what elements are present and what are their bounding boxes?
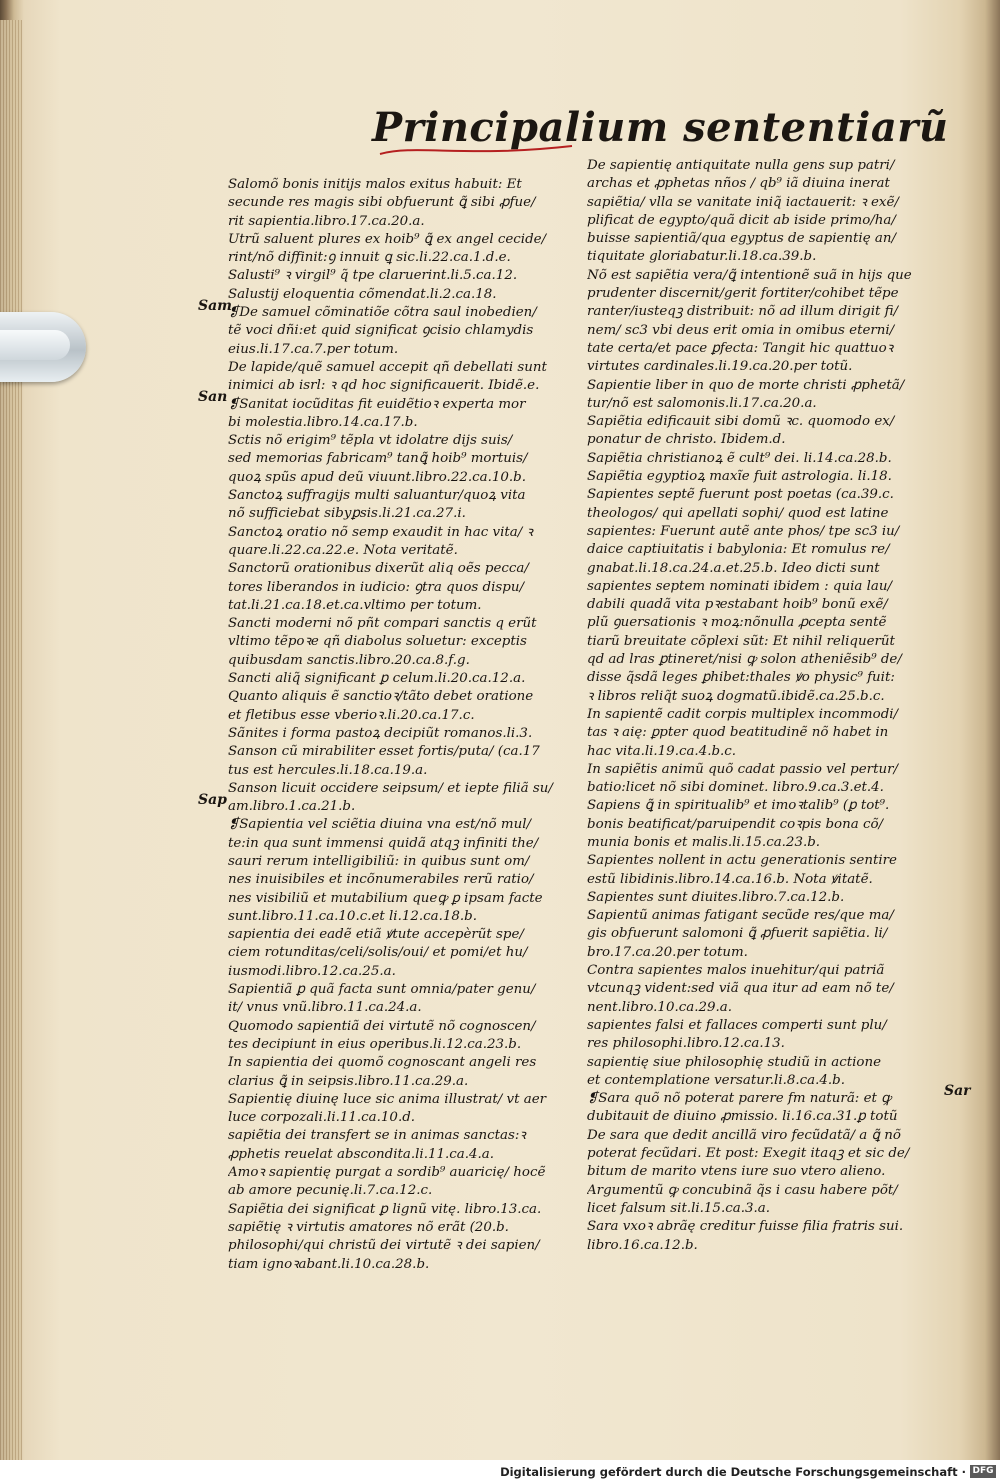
text-line: ❡Sapientia vel sciẽtia diuina vna est/nõ mul/: [228, 817, 531, 833]
text-line: ꝛ libros reliq̃t suoꝝ dogmatũ.ibidẽ.ca.25.b.c.: [587, 688, 885, 704]
text-line: nes visibiliũ et mutabilium queꝙ ꝑ ipsam facte: [228, 890, 543, 906]
text-line: licet falsum sit.li.15.ca.3.a.: [587, 1200, 770, 1216]
text-line: dubitauit de diuino ꝓmissio. li.16.ca.31.ꝑ totũ: [587, 1109, 898, 1125]
text-line: rit sapientia.libro.17.ca.20.a.: [228, 213, 425, 229]
margin-label-sar: Sar: [944, 1083, 971, 1099]
text-line: Sapiẽtia dei significat ꝑ lignũ vitę. libro.13.ca.: [228, 1201, 542, 1217]
text-line: tẽ voci dñi:et quid significat ꝯcisio chlamydis: [228, 323, 534, 339]
margin-label-sam: Sam: [198, 298, 232, 314]
text-line: Sapientes septẽ fuerunt post poetas (ca.39.c.: [587, 487, 894, 503]
text-line: it/ vnus vnũ.libro.11.ca.24.a.: [228, 1000, 422, 1016]
text-line: bonis beatificat/paruipendit coꝛpis bona cõ/: [587, 816, 884, 832]
text-line: poterat fecũdari. Et post: Exegit itaqꝫ et sic de/: [587, 1146, 910, 1162]
text-line: ❡Sanitat iocũditas fit euidẽtioꝛ experta mor: [228, 396, 526, 412]
text-line: De sara que dedit ancillã viro fecũdatã/ a ꝗ̃ nõ: [587, 1127, 901, 1143]
text-line: gnabat.li.18.ca.24.a.et.25.b. Ideo dicti sunt: [587, 560, 880, 576]
text-line: estũ libidinis.libro.14.ca.16.b. Nota ꝟitatẽ.: [587, 871, 873, 887]
text-line: am.libro.1.ca.21.b.: [228, 799, 356, 815]
text-line: et fletibus esse vberioꝛ.li.20.ca.17.c.: [228, 707, 475, 723]
text-line: tiarũ breuitate cõplexi sũt: Et nihil reliquerũt: [587, 633, 895, 649]
text-line: disse q̃sdã leges ꝑhibet:thales ꝟo physic⁹ fuit:: [587, 670, 895, 686]
text-line: Quomodo sapientiã dei virtutẽ nõ cognoscen/: [228, 1018, 536, 1034]
text-line: ꝓphetis reuelat abscondita.li.11.ca.4.a.: [228, 1146, 495, 1162]
text-line: libro.16.ca.12.b.: [587, 1237, 698, 1253]
page-title: Principalium sententiarũ: [372, 104, 949, 151]
left-text-column: [228, 176, 576, 1274]
text-line: Contra sapientes malos inuehitur/qui patriã: [587, 963, 885, 979]
text-line: Utrũ saluent plures ex hoib⁹ ꝗ̃ ex angel cecide/: [228, 231, 547, 247]
text-line: sauri rerum intelligibiliũ: in quibus sunt om/: [228, 853, 530, 869]
text-line: Salustij eloquentia cõmendat.li.2.ca.18.: [228, 286, 497, 302]
text-line: rint/nõ diffinit:ꝯ innuit ꝗ sic.li.22.ca.1.d.e.: [228, 250, 511, 266]
text-line: daice captiuitatis i babylonia: Et romulus re/: [587, 542, 890, 558]
margin-label-sap: Sap: [198, 792, 227, 808]
footer-bar: [0, 1460, 1000, 1484]
text-line: ciem rotunditas/celi/solis/oui/ et pomi/et hu/: [228, 945, 528, 961]
text-line: vltimo tẽpoꝛe qñ diabolus soluetur: exceptis: [228, 634, 527, 650]
text-line: sapientes septem nominati ibidem : quia lau/: [587, 578, 892, 594]
text-line: Sanctoꝝ oratio nõ semp exaudit in hac vita/ ꝛ: [228, 524, 533, 540]
text-line: In sapientia dei quomõ cognoscant angeli res: [228, 1055, 537, 1071]
text-line: secunde res magis sibi obfuerunt ꝗ̃ sibi ꝓfue/: [228, 195, 536, 211]
text-line: Sara vxoꝛ abrãę creditur fuisse filia fratris sui.: [587, 1219, 904, 1235]
text-line: Sapiẽtia christianoꝝ ẽ cult⁹ dei. li.14.ca.28.b.: [587, 450, 892, 466]
text-line: buisse sapientiã/qua egyptus de sapientię an/: [587, 231, 896, 247]
text-line: Amoꝛ sapientię purgat a sordib⁹ auaricię/ hocẽ: [228, 1165, 546, 1181]
text-line: qd ad lras ꝑtineret/nisi ꝙ solon atheniẽsib⁹ de/: [587, 652, 902, 668]
title-flourish: [376, 140, 576, 160]
text-line: tores liberandos in iudicio: ꝯtra quos dispu/: [228, 579, 524, 595]
text-line: tiquitate gloriabatur.li.18.ca.39.b.: [587, 249, 817, 265]
text-line: res philosophi.libro.12.ca.13.: [587, 1036, 785, 1052]
text-line: tes decipiunt in eius operibus.li.12.ca.23.b.: [228, 1036, 522, 1052]
text-line: sapientes falsi et fallaces comperti sunt plu/: [587, 1017, 887, 1033]
text-line: Sapiẽtia edificauit sibi domũ ꝛc. quomodo ex/: [587, 414, 895, 430]
text-line: In sapientẽ cadit corpis multiplex incommodi/: [587, 706, 899, 722]
text-line: Sancti aliq̃ significant ꝑ celum.li.20.ca.12.a.: [228, 671, 526, 687]
text-line: munia bonis et malis.li.15.ca.23.b.: [587, 834, 821, 850]
text-line: Sapientes sunt diuites.libro.7.ca.12.b.: [587, 889, 845, 905]
text-line: Sctis nõ erigim⁹ tẽpla vt idolatre dijs suis/: [228, 433, 513, 449]
text-line: plũ ꝯuersationis ꝛ moꝝ:nõnulla ꝓcepta sentẽ: [587, 615, 887, 631]
text-line: ranter/iusteqꝫ distribuit: nõ ad illum dirigit fi/: [587, 304, 899, 320]
text-line: iusmodi.libro.12.ca.25.a.: [228, 963, 396, 979]
text-line: philosophi/qui christũ dei virtutẽ ꝛ dei sapien/: [228, 1238, 540, 1254]
text-line: De sapientię antiquitate nulla gens sup patri/: [587, 158, 895, 173]
text-line: quoꝝ spũs apud deũ viuunt.libro.22.ca.10.b.: [228, 469, 526, 485]
text-line: Salomõ bonis initijs malos exitus habuit: Et: [228, 177, 522, 192]
text-line: hac vita.li.19.ca.4.b.c.: [587, 743, 737, 759]
text-line: plificat de egypto/quã dicit ab iside primo/ha/: [587, 212, 896, 228]
text-line: Sanson cũ mirabiliter esset fortis/puta/ (ca.17: [228, 744, 540, 760]
text-line: batio:licet nõ sibi dominet. libro.9.ca.3.et.4.: [587, 780, 884, 796]
text-line: archas et ꝓphetas nños / qb⁹ iã diuina inerat: [587, 176, 890, 192]
text-line: sed memorias fabricam⁹ tanꝗ̃ hoib⁹ mortuis/: [228, 451, 528, 467]
dfg-logo: DFG: [970, 1465, 996, 1478]
text-line: inimici ab isrl: ꝛ qd hoc significauerit. Ibidẽ.e.: [228, 378, 540, 394]
text-line: Sapiẽtia egyptioꝝ maxĩe fuit astrologia. li.18.: [587, 469, 892, 485]
text-line: ❡Sara quõ nõ poterat parere fm naturã: et ꝙ: [587, 1091, 892, 1107]
text-line: prudenter discernit/gerit fortiter/cohibet tẽpe: [587, 286, 899, 302]
text-line: ab amore pecunię.li.7.ca.12.c.: [228, 1183, 433, 1199]
text-line: tat.li.21.ca.18.et.ca.vltimo per totum.: [228, 597, 482, 613]
text-line: tate certa/et pace ꝑfecta: Tangit hic quattuoꝛ: [587, 340, 894, 356]
text-line: nõ sufficiebat sibyꝑsis.li.21.ca.27.i.: [228, 506, 466, 522]
text-line: De lapide/quẽ samuel accepit qñ debellati sunt: [228, 359, 547, 375]
text-line: virtutes cardinales.li.19.ca.20.per totũ.: [587, 359, 853, 375]
text-line: sapientię siue philosophię studiũ in actione: [587, 1054, 882, 1070]
text-line: gis obfuerunt salomoni ꝗ̃ ꝓfuerit sapiẽtia. li/: [587, 926, 888, 942]
text-line: luce corpozali.li.11.ca.10.d.: [228, 1110, 416, 1126]
text-line: dabili quadã vita pꝛestabant hoib⁹ bonũ exẽ/: [587, 597, 888, 613]
text-line: Quanto aliquis ẽ sanctioꝛ/tãto debet oratione: [228, 689, 534, 705]
footer-credit: Digitalisierung gefördert durch die Deutsche Forschungsgemeinschaft ·: [500, 1465, 966, 1479]
page-clip-highlight: [0, 330, 70, 360]
text-line: Nõ est sapiẽtia vera/ꝗ̃ intentionẽ suã in hijs que: [587, 267, 912, 283]
text-line: tur/nõ est salomonis.li.17.ca.20.a.: [587, 395, 817, 411]
text-line: tas ꝛ aię: ꝑpter quod beatitudinẽ nõ habet in: [587, 725, 889, 741]
text-line: sapientes: Fuerunt autẽ ante phos/ tpe sc3 iu/: [587, 523, 900, 539]
text-line: Sapientie liber in quo de morte christi ꝓphetã/: [587, 377, 905, 393]
text-line: Sapientes nollent in actu generationis sentire: [587, 853, 897, 869]
text-line: Sanctoꝝ suffragijs multi saluantur/quoꝝ vita: [228, 488, 526, 504]
text-line: et contemplatione versatur.li.8.ca.4.b.: [587, 1072, 845, 1088]
page-edge: [0, 20, 22, 1460]
text-line: Sapientiã ꝑ quã facta sunt omnia/pater genu/: [228, 982, 536, 998]
text-line: sapiẽtię ꝛ virtutis amatores nõ erãt (20.b.: [228, 1219, 509, 1235]
text-line: nes inuisibiles et incõnumerabiles rerũ ratio/: [228, 872, 534, 888]
text-line: tus est hercules.li.18.ca.19.a.: [228, 762, 428, 778]
text-line: Sapientũ animas fatigant secũde res/que ma/: [587, 908, 894, 924]
text-line: Salusti⁹ ꝛ virgil⁹ q̃ tpe claruerint.li.5.ca.12.: [228, 268, 518, 284]
text-line: nem/ sc3 vbi deus erit omia in omibus eterni/: [587, 322, 895, 338]
text-line: quibusdam sanctis.libro.20.ca.8.f.g.: [228, 652, 470, 668]
text-line: sapiẽtia/ vlla se vanitate iniq̃ iactauerit: ꝛ exẽ/: [587, 194, 899, 210]
text-line: sapiẽtia dei transfert se in animas sanctas:ꝛ: [228, 1128, 526, 1144]
text-line: clarius ꝗ̃ in seipsis.libro.11.ca.29.a.: [228, 1073, 469, 1089]
text-line: Sancti moderni nõ pñt compari sanctis q erũt: [228, 616, 537, 632]
text-line: Sanctorũ orationibus dixerũt aliq oẽs pecca/: [228, 561, 529, 577]
text-line: eius.li.17.ca.7.per totum.: [228, 341, 399, 357]
text-line: nent.libro.10.ca.29.a.: [587, 999, 733, 1015]
text-line: vtcunqꝫ vident:sed viã qua itur ad eam nõ te/: [587, 981, 894, 997]
text-line: quare.li.22.ca.22.e. Nota veritatẽ.: [228, 542, 458, 558]
margin-label-san: San: [198, 389, 228, 405]
text-line: sunt.libro.11.ca.10.c.et li.12.ca.18.b.: [228, 908, 478, 924]
text-line: bitum de marito vtens iure suo vtero alieno.: [587, 1164, 886, 1180]
text-line: Sapientię diuinę luce sic anima illustrat/ vt aer: [228, 1091, 547, 1107]
text-line: bi molestia.libro.14.ca.17.b.: [228, 414, 418, 430]
text-line: In sapiẽtis animũ quõ cadat passio vel pertur/: [587, 761, 898, 777]
text-line: te:in qua sunt immensi quidã atqꝫ infiniti the/: [228, 835, 539, 851]
text-line: ❡De samuel cõminatiõe cõtra saul inobedien/: [228, 305, 537, 321]
text-line: tiam ignoꝛabant.li.10.ca.28.b.: [228, 1256, 430, 1272]
right-text-column: [587, 157, 939, 1255]
text-line: bro.17.ca.20.per totum.: [587, 944, 748, 960]
text-line: Sãnites i forma pastoꝝ decipiũt romanos.li.3.: [228, 725, 533, 741]
text-line: ponatur de christo. Ibidem.d.: [587, 432, 786, 448]
text-line: Sapiens ꝗ̃ in spiritualib⁹ et imoꝛtalib⁹ (ꝑ tot⁹.: [587, 798, 890, 814]
text-line: sapientia dei eadẽ etiã ꝟtute accepèrũt spe/: [228, 927, 524, 943]
text-line: theologos/ qui apellati sophi/ quod est latine: [587, 505, 889, 521]
text-line: Argumentũ ꝙ concubinã q̃s i casu habere põt/: [587, 1182, 898, 1198]
text-line: Sanson licuit occidere seipsum/ et iepte filiã su/: [228, 780, 553, 796]
